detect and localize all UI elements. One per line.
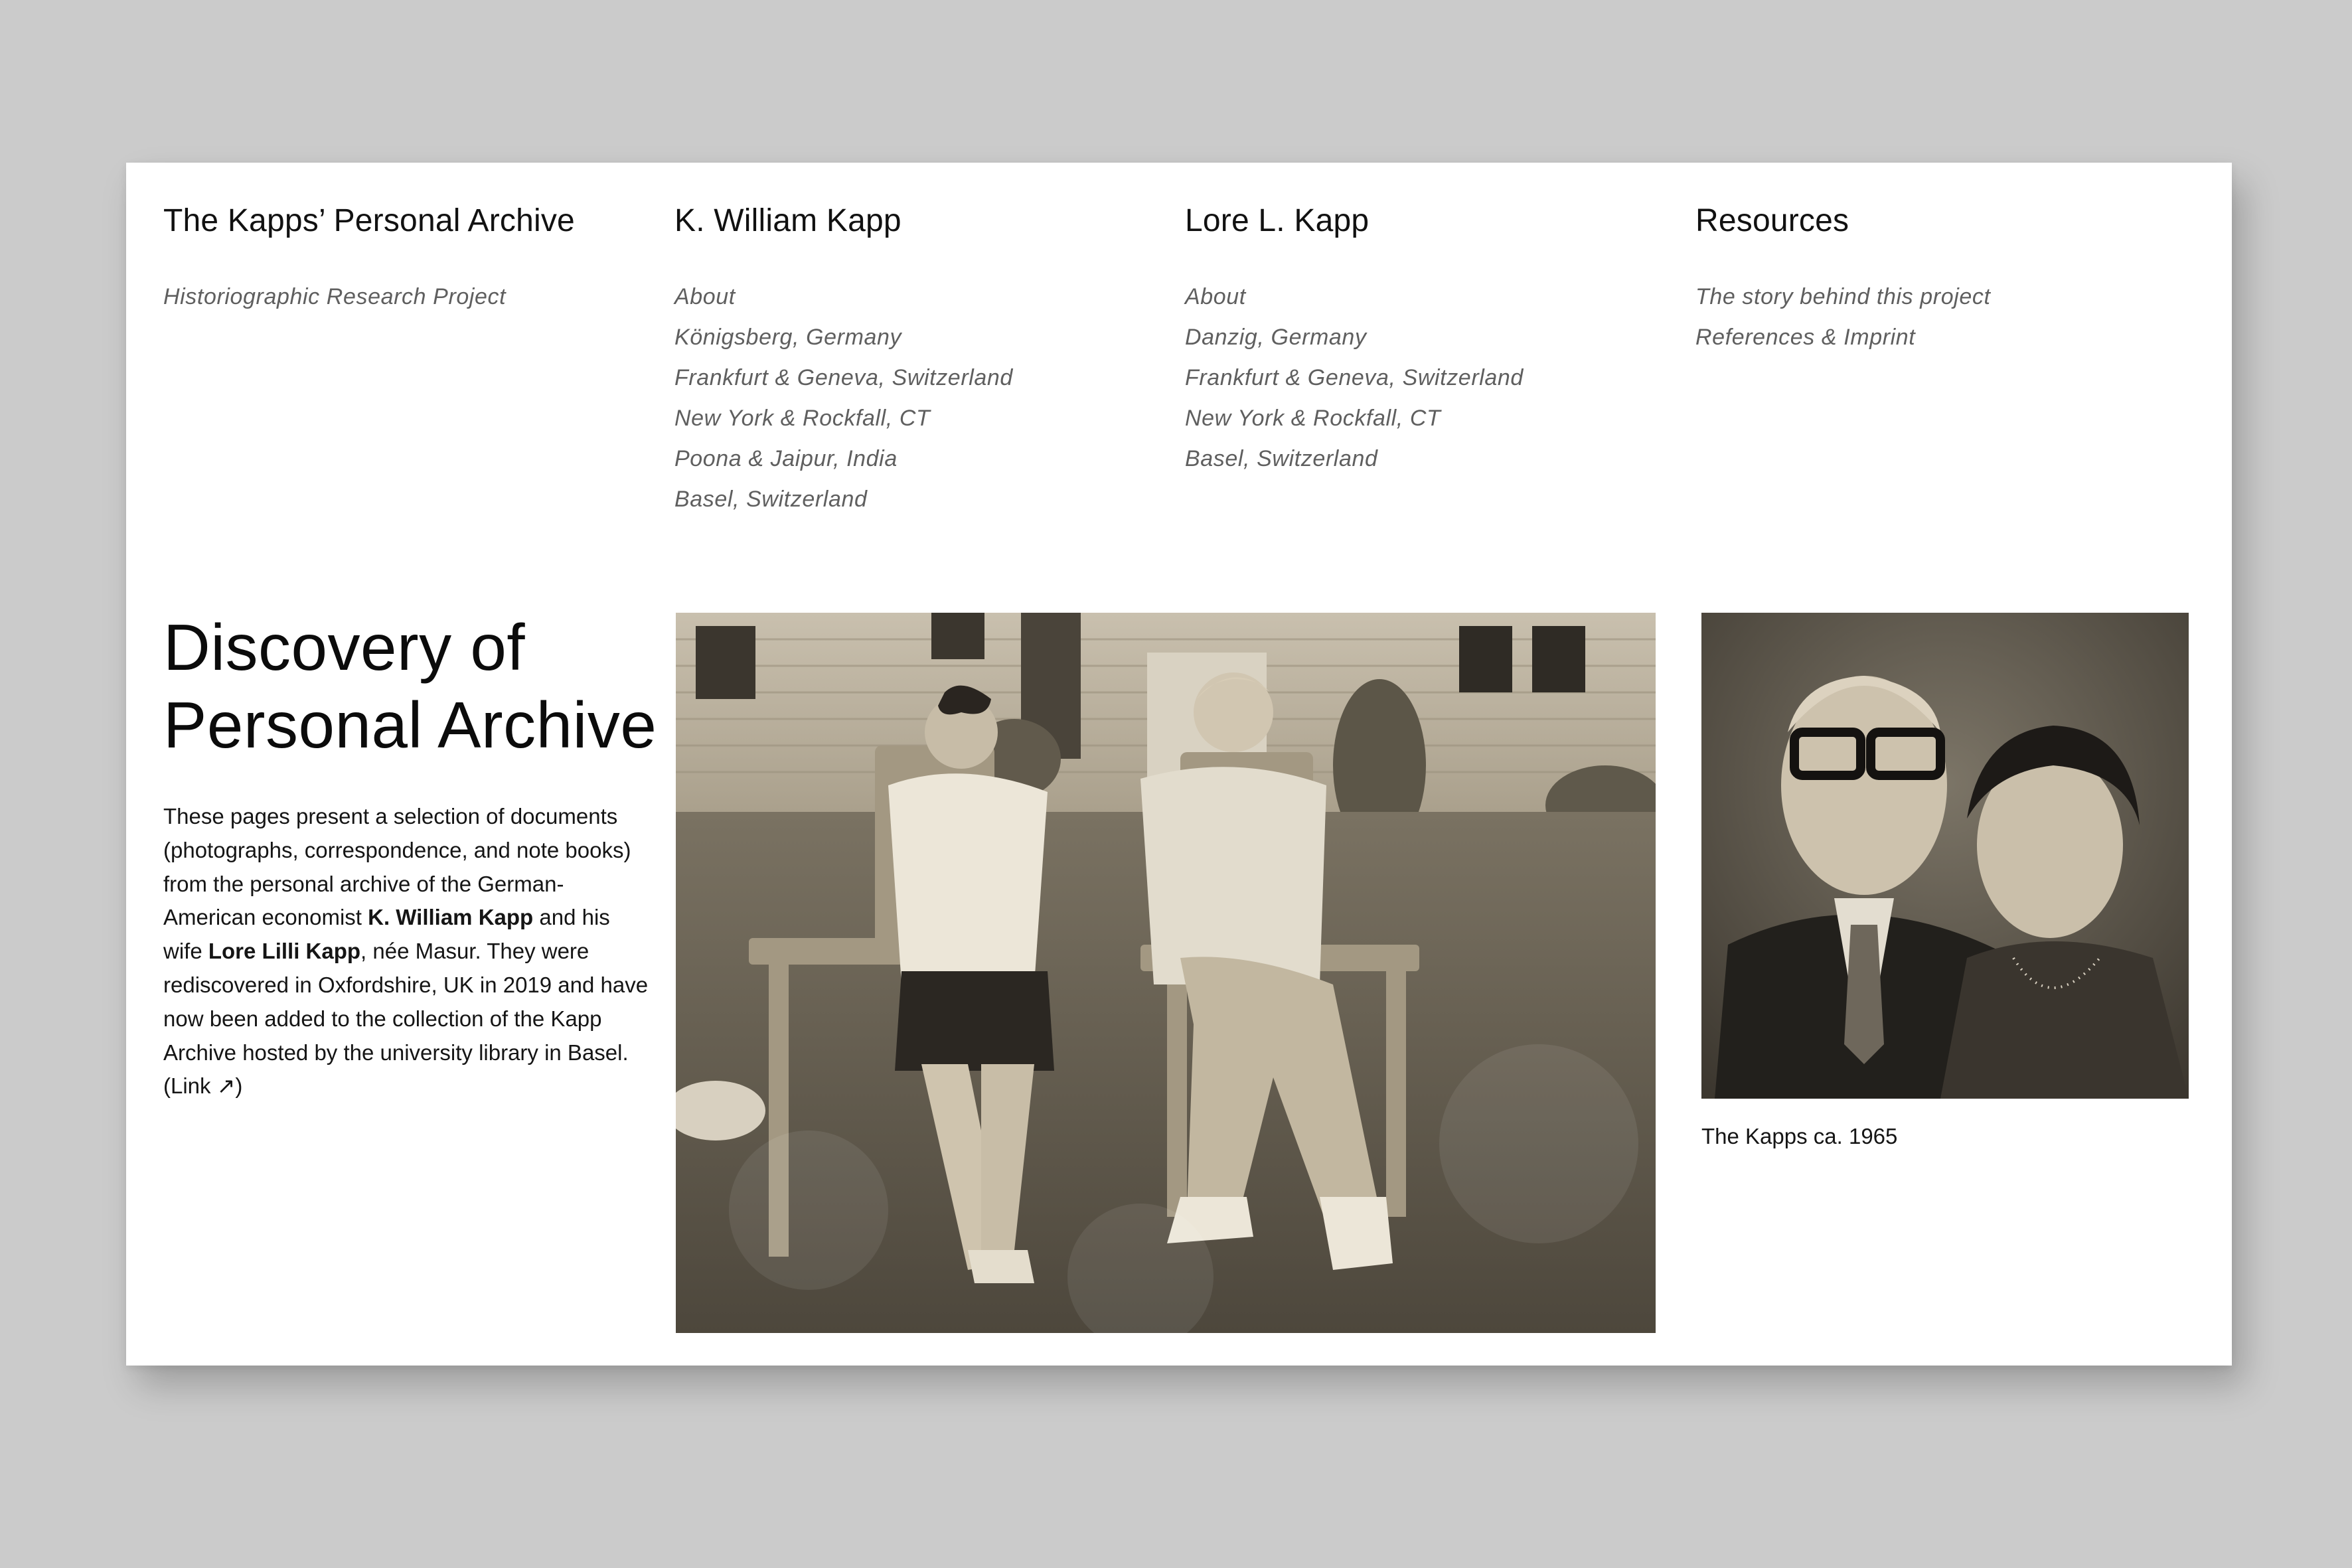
site-title[interactable]: The Kapps’ Personal Archive — [163, 203, 575, 238]
nav-lore-title[interactable]: Lore L. Kapp — [1185, 203, 1370, 238]
portrait-photo — [1701, 613, 2189, 1099]
nav-lore-kapp — [1185, 204, 1650, 479]
nav-william-kapp — [674, 204, 1139, 520]
intro-name-lore: Lore Lilli Kapp — [208, 939, 361, 964]
archive-link[interactable]: (Link ↗) — [163, 1073, 243, 1099]
nav-william-item-basel[interactable]: Basel, Switzerland — [674, 487, 868, 512]
page-title-line-2: Personal Archive — [163, 688, 657, 761]
portrait-caption: The Kapps ca. 1965 — [1701, 1124, 1898, 1148]
site-header — [163, 204, 628, 317]
nav-resources-item-references[interactable]: References & Imprint — [1695, 325, 1916, 350]
nav-resources-title[interactable]: Resources — [1695, 203, 1849, 238]
nav-lore-item-new-york[interactable]: New York & Rockfall, CT — [1185, 406, 1441, 431]
nav-william-item-koenigsberg[interactable]: Königsberg, Germany — [674, 325, 902, 350]
nav-lore-item-frankfurt-geneva[interactable]: Frankfurt & Geneva, Switzerland — [1185, 365, 1524, 390]
portrait-photo-image — [1701, 613, 2189, 1099]
nav-resources — [1695, 204, 2160, 358]
garden-photo-image — [676, 613, 1656, 1333]
garden-photo — [676, 613, 1656, 1333]
intro-text-3: , née Masur. They were rediscovered in Oxfordshire, UK in 2019 and have now been added to the collection of the Kapp Archive hosted by the university library in Basel. — [163, 939, 649, 1065]
nav-william-title[interactable]: K. William Kapp — [674, 203, 902, 238]
intro-text-1: These pages present a selection of documents (photographs, correspondence, and note books) from the personal archive of the German-American economist — [163, 804, 631, 930]
page — [126, 163, 2232, 1366]
nav-resources-menu — [1695, 277, 2160, 358]
nav-william-menu — [674, 277, 1139, 520]
site-subtitle: Historiographic Research Project — [163, 284, 507, 309]
page-title — [163, 609, 668, 764]
nav-lore-item-basel[interactable]: Basel, Switzerland — [1185, 446, 1378, 471]
intro-paragraph — [163, 800, 655, 1103]
nav-william-item-new-york[interactable]: New York & Rockfall, CT — [674, 406, 931, 431]
nav-lore-menu — [1185, 277, 1650, 479]
nav-lore-item-about[interactable]: About — [1185, 284, 1246, 309]
nav-william-item-about[interactable]: About — [674, 284, 736, 309]
nav-lore-item-danzig[interactable]: Danzig, Germany — [1185, 325, 1367, 350]
intro-name-william: K. William Kapp — [368, 905, 534, 930]
page-title-line-1: Discovery of — [163, 611, 526, 684]
nav-william-item-frankfurt-geneva[interactable]: Frankfurt & Geneva, Switzerland — [674, 365, 1013, 390]
nav-william-item-india[interactable]: Poona & Jaipur, India — [674, 446, 898, 471]
intro-text-2: and his wife — [163, 905, 610, 964]
nav-resources-item-story[interactable]: The story behind this project — [1695, 284, 1991, 309]
